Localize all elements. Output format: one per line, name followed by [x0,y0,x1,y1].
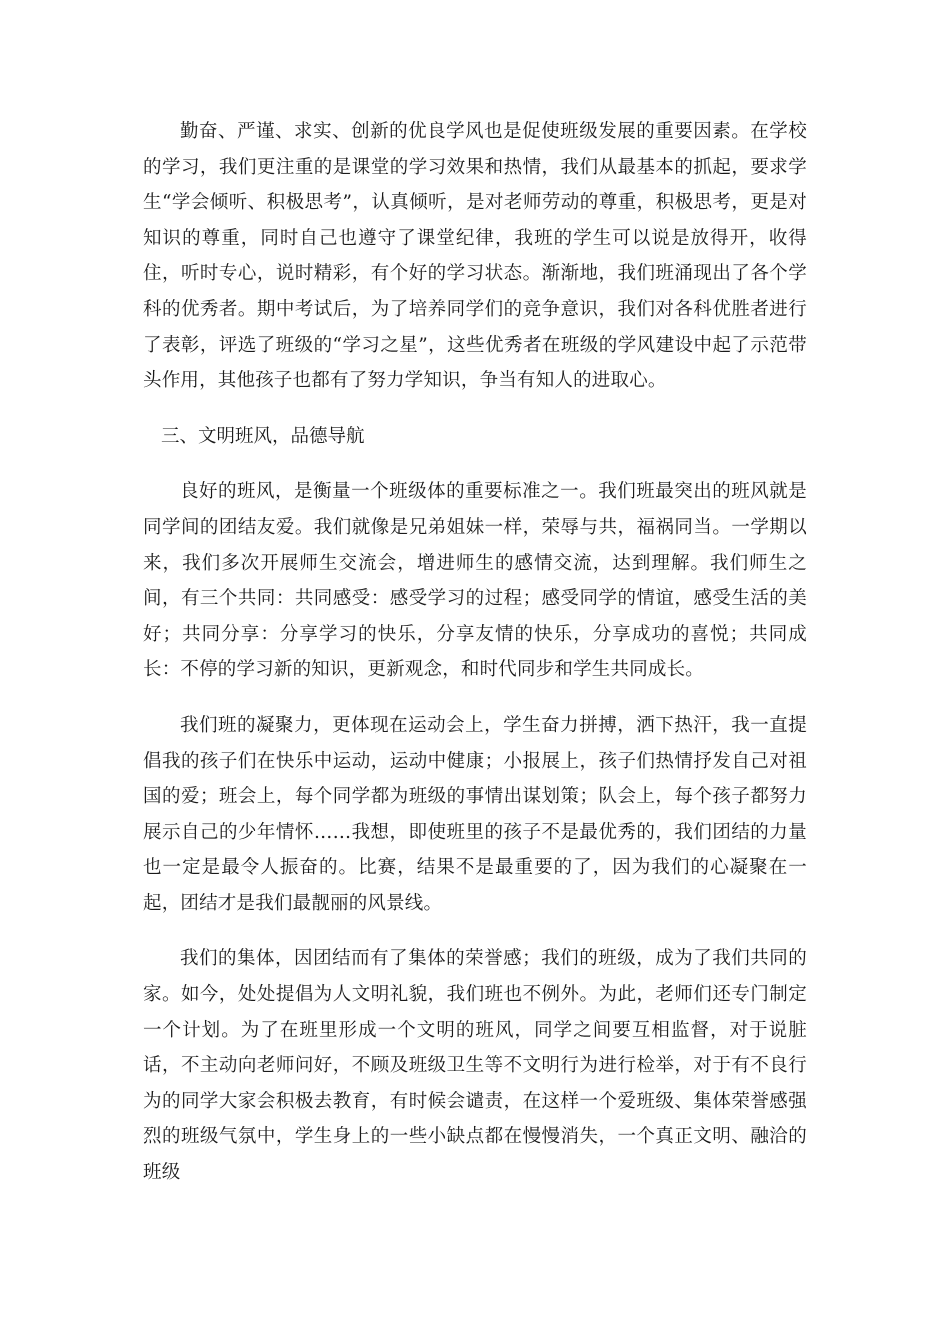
section-heading-class-style: 三、文明班风，品德导航 [161,425,365,447]
paragraph-cohesion: 我们班的凝聚力，更体现在运动会上，学生奋力拼搏，洒下热汗，我一直提倡我的孩子们在快乐中运动，运动中健康；小报展上，孩子们热情抒发自己对祖国的爱；班会上，每个同学都为班级的事情出谋划策；队会上，每个孩子都努力展示自己的少年情怀……我想，即使班里的孩子不是最优秀的，我们团结的力量也一定是最令人振奋的。比赛，结果不是最重要的了，因为我们的心凝聚在一起，团结才是我们最靓丽的风景线。 [143,714,807,914]
paragraph-class-style: 良好的班风，是衡量一个班级体的重要标准之一。我们班最突出的班风就是同学间的团结友爱。我们就像是兄弟姐妹一样，荣辱与共，福祸同当。一学期以来，我们多次开展师生交流会，增进师生的感情交流，达到理解。我们师生之间，有三个共同：共同感受：感受学习的过程；感受同学的情谊，感受生活的美好；共同分享：分享学习的快乐，分享友情的快乐，分享成功的喜悦；共同成长：不停的学习新的知识，更新观念，和时代同步和学生共同成长。 [143,481,807,681]
paragraph-spacer [143,399,807,419]
document-page [143,114,807,1191]
paragraph-spacer [143,921,807,941]
paragraph-spacer [143,688,807,708]
paragraph-spacer [143,454,807,474]
paragraph-study-style: 勤奋、严谨、求实、创新的优良学风也是促使班级发展的重要因素。在学校的学习，我们更注重的是课堂的学习效果和热情，我们从最基本的抓起，要求学生“学会倾听、积极思考”，认真倾听，是对老师劳动的尊重，积极思考，更是对知识的尊重，同时自己也遵守了课堂纪律，我班的学生可以说是放得开，收得住，听时专心，说时精彩，有个好的学习状态。渐渐地，我们班涌现出了各个学科的优秀者。期中考试后，为了培养同学们的竞争意识，我们对各科优胜者进行了表彰，评选了班级的“学习之星”，这些优秀者在班级的学风建设中起了示范带头作用，其他孩子也都有了努力学知识，争当有知人的进取心。 [143,121,807,392]
paragraph-collective-honor: 我们的集体，因团结而有了集体的荣誉感；我们的班级，成为了我们共同的家。如今，处处提倡为人文明礼貌，我们班也不例外。为此，老师们还专门制定一个计划。为了在班里形成一个文明的班风，同学之间要互相监督，对于说脏话，不主动向老师问好，不顾及班级卫生等不文明行为进行检举，对于有不良行为的同学大家会积极去教育，有时候会谴责，在这样一个爱班级、集体荣誉感强烈的班级气氛中，学生身上的一些小缺点都在慢慢消失，一个真正文明、融洽的班级 [143,948,807,1184]
